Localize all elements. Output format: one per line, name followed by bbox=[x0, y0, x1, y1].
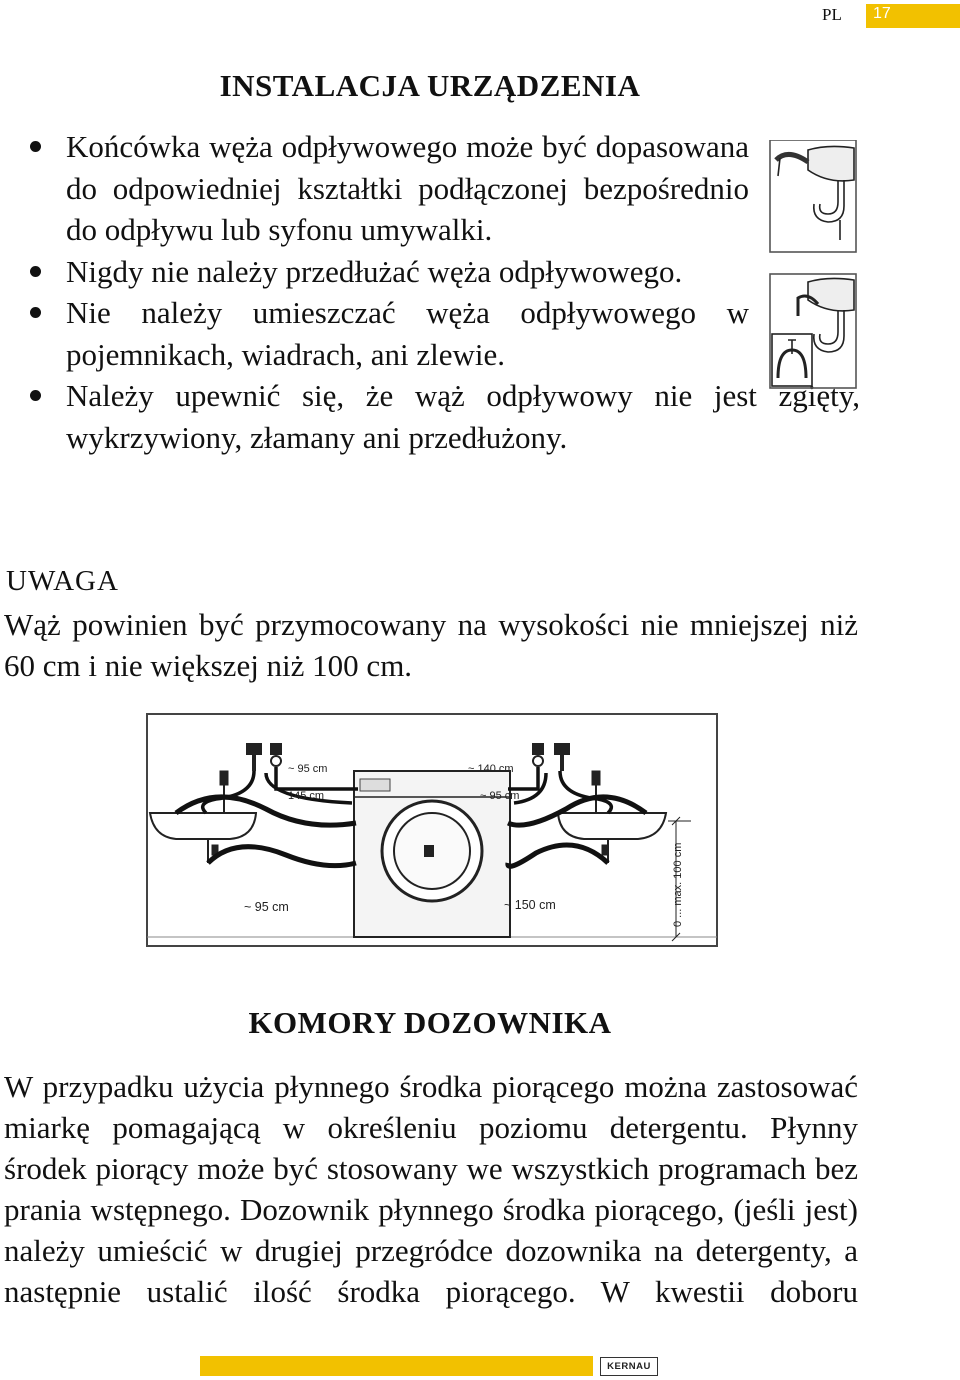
label-right-drain: ~ 150 cm bbox=[504, 898, 556, 912]
label-right-upper-hose: ~ 140 cm bbox=[468, 763, 514, 775]
bullet-text: Należy upewnić się, że wąż odpływowy nie jest zgięty, wykrzywiony, złamany ani przedłużony. bbox=[66, 378, 860, 455]
bullet-item bbox=[0, 126, 749, 251]
drain-hose-icons bbox=[768, 140, 860, 392]
footer-accent-bar bbox=[200, 1356, 593, 1376]
bullet-text: Nigdy nie należy przedłużać węża odpływowego. bbox=[66, 253, 683, 289]
brand-logo: KERNAU bbox=[600, 1357, 658, 1376]
bullet-dot-icon bbox=[30, 307, 41, 318]
bullet-dot-icon bbox=[30, 390, 41, 401]
language-label: PL bbox=[822, 5, 842, 24]
bullet-dot-icon bbox=[30, 266, 41, 277]
bullet-item bbox=[0, 251, 749, 293]
installation-bullet-list bbox=[0, 126, 860, 458]
section-title-dispenser: KOMORY DOZOWNIKA bbox=[248, 1005, 612, 1040]
label-left-upper-hose: ~ 95 cm bbox=[288, 763, 328, 775]
sink-drain-icon bbox=[770, 140, 856, 252]
bullet-item bbox=[0, 292, 749, 375]
label-left-lower-hose: 145 cm bbox=[288, 790, 325, 802]
warning-heading: UWAGA bbox=[6, 565, 119, 597]
bullet-item bbox=[0, 375, 860, 458]
label-right-lower-hose: ~ 95 cm bbox=[480, 790, 520, 802]
label-height: 0 ... max. 100 cm bbox=[672, 842, 684, 927]
section-title-installation: INSTALACJA URZĄDZENIA bbox=[219, 68, 641, 103]
warning-text: Wąż powinien być przymocowany na wysokości nie mniejszej niż 60 cm i nie większej niż 100 cm. bbox=[4, 607, 858, 683]
bullet-text: Końcówka węża odpływowego może być dopasowana do odpowiedniej kształtki podłączonej bezpośrednio do odpływu lub syfonu umywalki. bbox=[66, 129, 749, 247]
hose-installation-figure bbox=[146, 713, 722, 949]
sink-trap-icon bbox=[770, 274, 856, 388]
bullet-text: Nie należy umieszczać węża odpływowego w pojemnikach, wiadrach, ani zlewie. bbox=[66, 295, 749, 372]
page-number: 17 bbox=[873, 5, 891, 22]
dispenser-paragraph: W przypadku użycia płynnego środka piorącego można zastosować miarkę pomagającą w określeniu poziomu detergentu. Płynny środek piorący może być stosowany we wszystkich programach bez prania wstępnego. Dozownik płynnego środka piorącego, (jeśli jest) należy umieścić w drugiej przegródce dozownika na detergenty, a następnie ustalić ilość środka piorącego. W kwestii doboru bbox=[4, 1069, 858, 1309]
label-left-drain: ~ 95 cm bbox=[244, 900, 289, 914]
bullet-dot-icon bbox=[30, 141, 41, 152]
